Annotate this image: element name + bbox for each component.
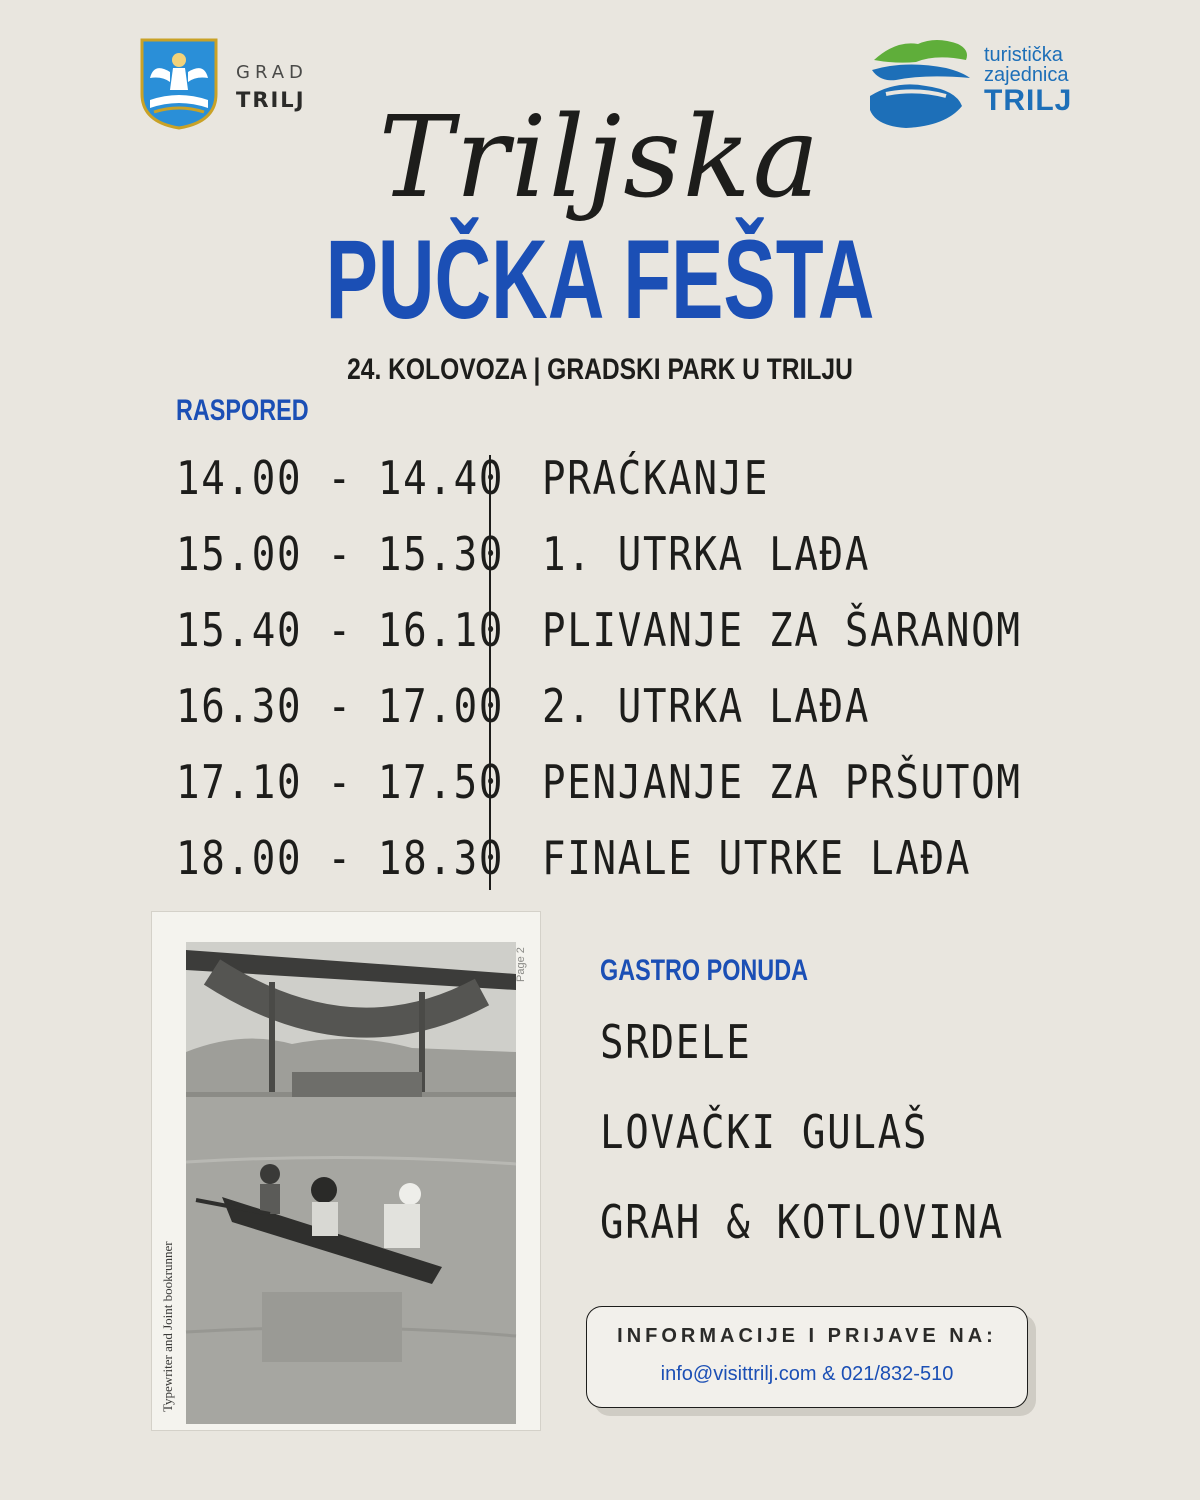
schedule-time: 14.00 - 14.40 [176, 451, 505, 505]
info-contact[interactable]: info@visittrilj.com & 021/832-510 [660, 1363, 954, 1385]
tz-line3: TRILJ [984, 84, 1073, 117]
schedule-time: 17.10 - 17.50 [176, 755, 505, 809]
vintage-photo [152, 912, 540, 1430]
gastro-item: LOVAČKI GULAŠ [600, 1105, 929, 1159]
gastro-label: GASTRO PONUDA [600, 954, 809, 987]
schedule-row [176, 828, 976, 904]
gastro-list [600, 1012, 1100, 1282]
schedule-activity: PLIVANJE ZA ŠARANOM [542, 603, 1022, 657]
schedule-list [176, 448, 1022, 904]
schedule-row [176, 448, 976, 524]
schedule-activity: PENJANJE ZA PRŠUTOM [542, 755, 1022, 809]
schedule-activity: FINALE UTRKE LAĐA [542, 831, 972, 885]
schedule-row [176, 524, 976, 600]
schedule-row [176, 752, 1022, 828]
gastro-item: SRDELE [600, 1015, 752, 1069]
schedule-time: 15.00 - 15.30 [176, 527, 505, 581]
schedule-row [176, 676, 976, 752]
gastro-item: GRAH & KOTLOVINA [600, 1195, 1004, 1249]
bridge-boat-photo [152, 912, 540, 1430]
schedule-activity: 1. UTRKA LAĐA [542, 527, 871, 581]
schedule-activity: PRAĆKANJE [542, 451, 770, 505]
photo-page-mark: Page 2 [515, 947, 527, 982]
info-title: INFORMACIJE I PRIJAVE NA: [617, 1325, 997, 1347]
event-date-location: 24. KOLOVOZA | GRADSKI PARK U TRILJU [347, 353, 853, 386]
schedule-activity: 2. UTRKA LAĐA [542, 679, 871, 733]
grad-label: GRAD [236, 62, 308, 83]
photo-side-caption: Typewriter and Joint bookrunner [160, 1241, 175, 1412]
trilj-label: TRILJ [236, 88, 306, 112]
main-title: PUČKA FEŠTA [325, 217, 875, 342]
schedule-row [176, 600, 1022, 676]
tz-line2: zajednica [984, 64, 1069, 86]
info-box [586, 1306, 1028, 1408]
script-title: Triljska [378, 93, 822, 223]
tz-line1: turistička [984, 44, 1063, 66]
schedule-label: RASPORED [176, 394, 309, 427]
schedule-time: 18.00 - 18.30 [176, 831, 505, 885]
schedule-time: 15.40 - 16.10 [176, 603, 505, 657]
schedule-time: 16.30 - 17.00 [176, 679, 505, 733]
